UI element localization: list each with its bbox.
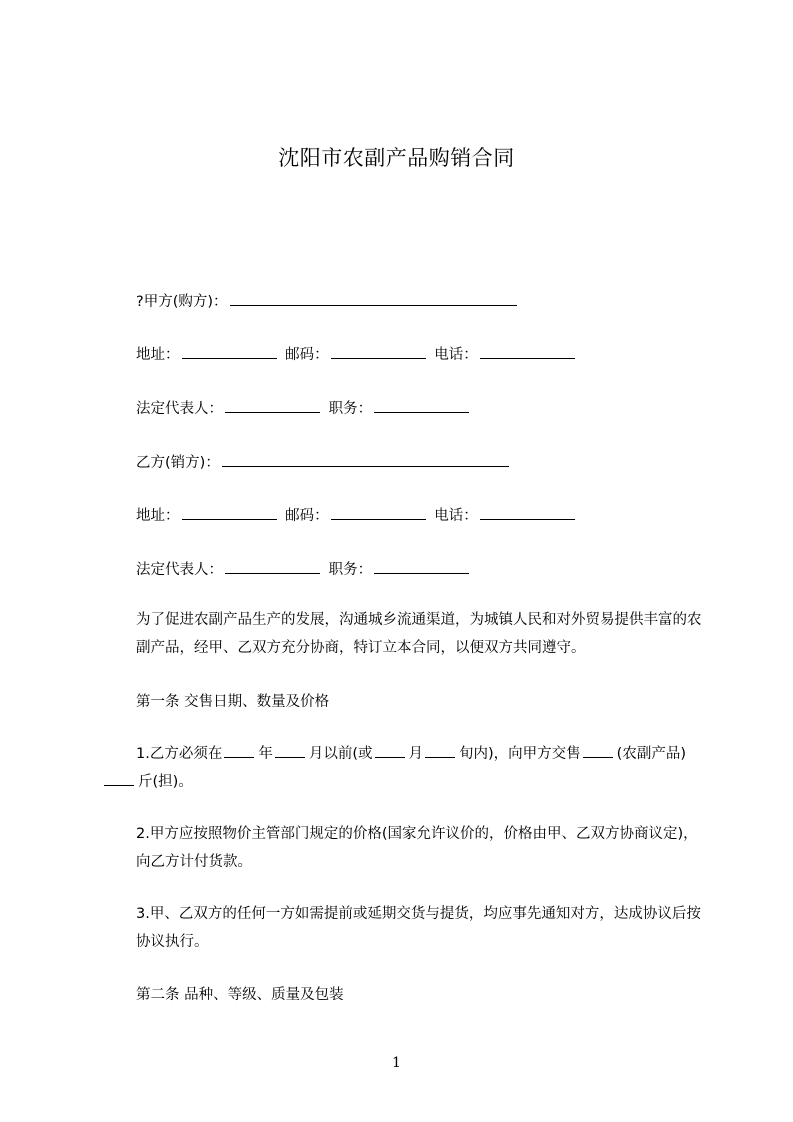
party-b-rep-blank [225, 559, 320, 574]
party-a-label: ?甲方(购方)： [136, 294, 228, 310]
party-a-position-blank [374, 398, 469, 413]
party-a-rep-blank [225, 398, 320, 413]
party-b-postcode-blank [331, 505, 426, 520]
clause1-product: (农副产品) [616, 746, 686, 762]
clause1-year: 年 [258, 746, 273, 762]
clause1-xun-blank [425, 743, 455, 758]
clause1-month: 月以前(或 [308, 746, 373, 762]
party-a-rep-label: 法定代表人： [136, 401, 223, 417]
article1-clause3 [104, 900, 704, 956]
clause1-month2-blank [375, 743, 405, 758]
article1-heading: 第一条 交售日期、数量及价格 [136, 694, 330, 710]
party-b-address-label: 地址： [136, 508, 180, 524]
page-number: 1 [392, 1055, 401, 1071]
party-a-line [136, 291, 521, 312]
article1-clause2 [104, 820, 704, 876]
party-a-position-label: 职务： [328, 401, 373, 417]
party-a-postcode-blank [331, 344, 426, 359]
preamble-paragraph [104, 606, 704, 662]
party-b-blank [222, 452, 509, 467]
party-a-rep-line [136, 398, 473, 419]
party-b-line [136, 452, 513, 473]
party-a-address-blank [182, 344, 277, 359]
party-a-phone-label: 电话： [434, 347, 478, 363]
party-b-phone-blank [480, 505, 575, 520]
article1-clause1 [104, 740, 704, 796]
party-a-postcode-label: 邮码： [285, 347, 329, 363]
party-a-blank [230, 291, 517, 306]
party-b-position-label: 职务： [328, 562, 373, 578]
party-b-label: 乙方(销方)： [136, 455, 220, 471]
clause1-year-blank [224, 743, 254, 758]
clause1-prefix: 1.乙方必须在 [136, 746, 223, 762]
party-b-contact-line [136, 505, 579, 526]
document-title: 沈阳市农副产品购销合同 [278, 146, 515, 170]
party-b-rep-label: 法定代表人： [136, 562, 223, 578]
clause1-jin: 斤(担)。 [138, 774, 193, 790]
party-a-contact-line [136, 344, 579, 365]
preamble-text: 为了促进农副产品生产的发展，沟通城乡流通渠道，为城镇人民和对外贸易提供丰富的农副产品，经甲、乙双方充分协商，特订立本合同，以便双方共同遵守。 [136, 612, 702, 656]
clause2-text: 2.甲方应按照物价主管部门规定的价格(国家允许议价的，价格由甲、乙双方协商议定)，向乙方计付货款。 [136, 826, 698, 870]
party-b-postcode-label: 邮码： [285, 508, 329, 524]
clause3-text: 3.甲、乙双方的任何一方如需提前或延期交货与提货，均应事先通知对方，达成协议后按协议执行。 [136, 906, 701, 950]
clause1-month-blank [275, 743, 305, 758]
party-b-phone-label: 电话： [434, 508, 478, 524]
party-a-address-label: 地址： [136, 347, 180, 363]
party-a-phone-blank [480, 344, 575, 359]
party-b-address-blank [182, 505, 277, 520]
clause1-jin-blank [104, 771, 134, 786]
clause1-xun: 旬内)，向甲方交售 [459, 746, 581, 762]
article2-heading: 第二条 品种、等级、质量及包装 [136, 987, 344, 1003]
party-b-rep-line [136, 559, 473, 580]
clause1-month2: 月 [408, 746, 424, 762]
clause1-product-blank [583, 743, 613, 758]
party-b-position-blank [374, 559, 469, 574]
